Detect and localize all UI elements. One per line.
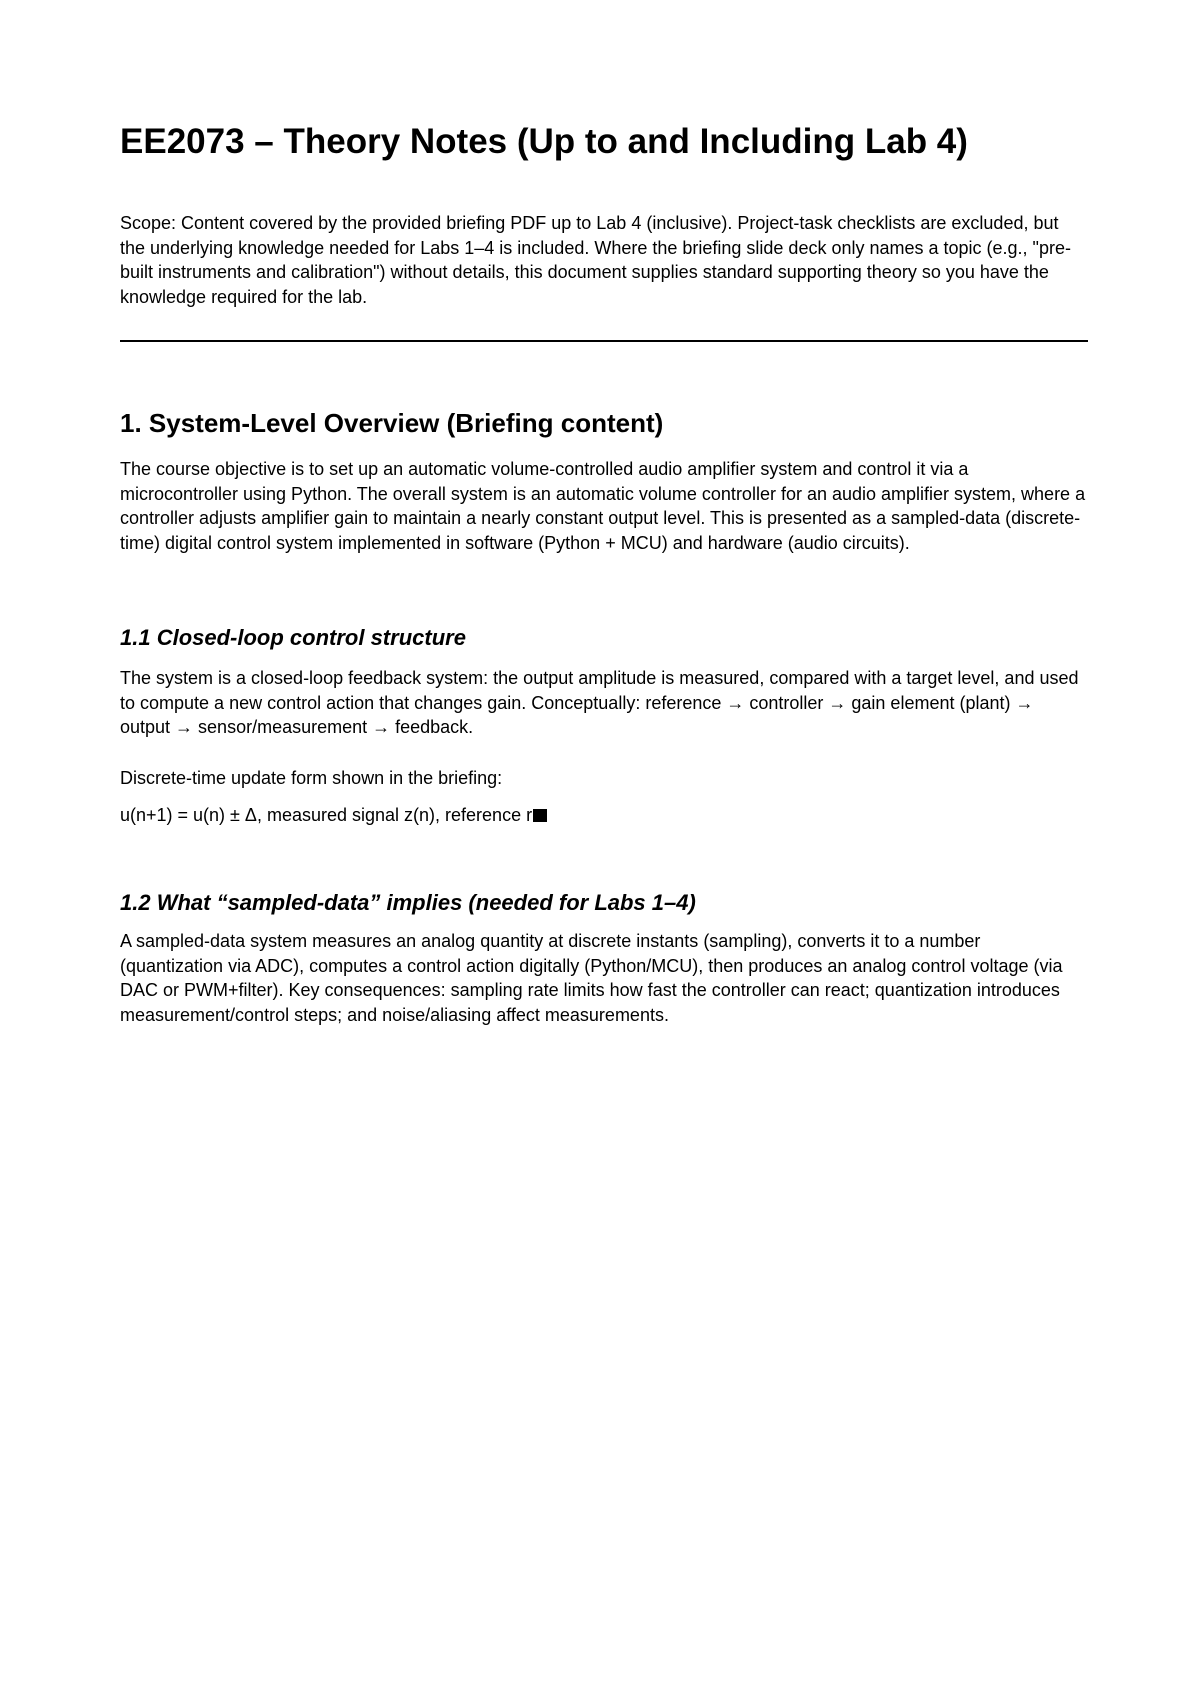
document-title: EE2073 – Theory Notes (Up to and Including Lab 4) xyxy=(120,122,968,161)
horizontal-divider xyxy=(120,340,1088,342)
section-1-paragraph: The course objective is to set up an automatic volume-controlled audio amplifier system and control it via a microcontroller using Python. The overall system is an automatic volume controller for an audio amplifier system, where a controller adjusts amplifier gain to maintain a nearly constant output level. This is presented as a sampled-data (discrete-time) digital control system implemented in software (Python + MCU) and hardware (audio circuits). xyxy=(120,459,1086,553)
update-formula: u(n+1) = u(n) ± Δ, measured signal z(n), reference r xyxy=(120,805,533,825)
section-1-heading: 1. System-Level Overview (Briefing content) xyxy=(120,408,664,438)
section-1-1-heading: 1.1 Closed-loop control structure xyxy=(120,625,466,650)
section-1-2-paragraph: A sampled-data system measures an analog quantity at discrete instants (sampling), converts it to a number (quantization via ADC), computes a control action digitally (Python/MCU), then produces an analog control voltage (via DAC or PWM+filter). Key consequences: sampling rate limits how fast the controller can react; quantization introduces measurement/control steps; and noise/aliasing affect measurements. xyxy=(120,931,1063,1025)
filled-square-glyph-icon xyxy=(533,809,547,822)
update-formula-line xyxy=(120,803,547,827)
section-1-2-heading: 1.2 What “sampled-data” implies (needed for Labs 1–4) xyxy=(120,890,696,915)
update-form-intro: Discrete-time update form shown in the briefing: xyxy=(120,768,503,788)
section-1-1-paragraph: The system is a closed-loop feedback system: the output amplitude is measured, compared with a target level, and used to compute a new control action that changes gain. Conceptually: reference → controller → gain element (plant) → output → sensor/measurement → feedback. xyxy=(120,668,1079,737)
scope-paragraph: Scope: Content covered by the provided briefing PDF up to Lab 4 (inclusive). Project-task checklists are excluded, but the underlying knowledge needed for Labs 1–4 is included. Where the briefing slide deck only names a topic (e.g., "pre-built instruments and calibration") without details, this document supplies standard supporting theory so you have the knowledge required for the lab. xyxy=(120,213,1071,307)
